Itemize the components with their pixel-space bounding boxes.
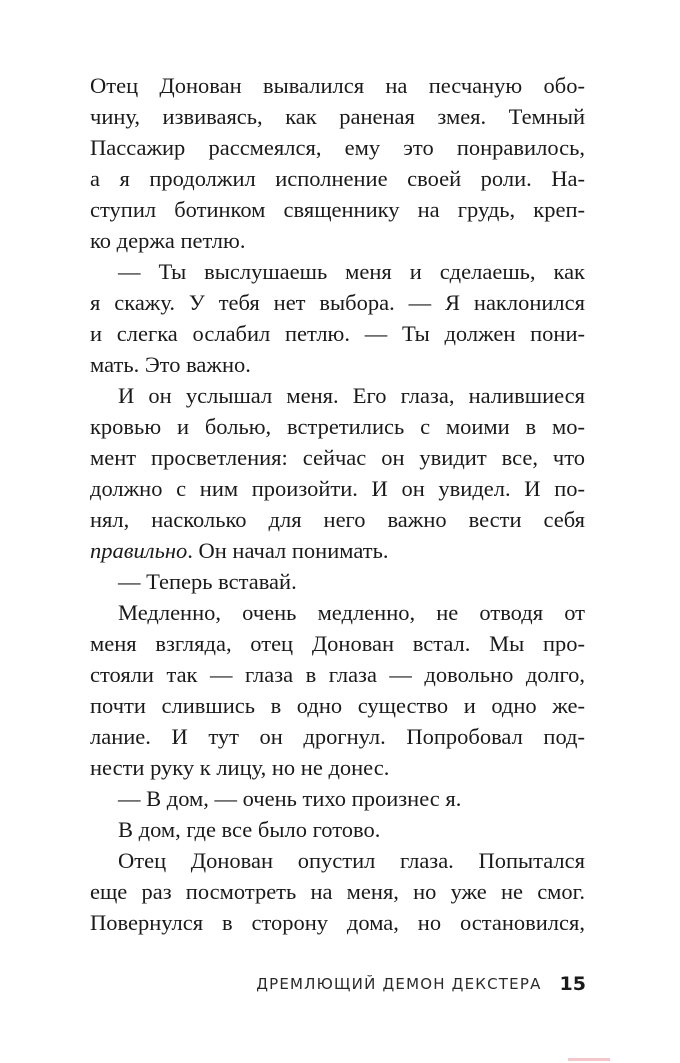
running-title: ДРЕМЛЮЩИЙ ДЕМОН ДЕКСТЕРА — [256, 975, 542, 993]
text-line: — В дом, — очень тихо произнес я. — [118, 786, 462, 811]
text-line: нести руку к лицу, но не донес. — [90, 755, 390, 780]
text-fragment: . Он начал понимать. — [187, 538, 389, 563]
text-line: стояли так — глаза в глаза — довольно долго, — [90, 662, 585, 687]
page-footer — [222, 971, 586, 997]
page-body — [90, 70, 585, 938]
text-line: Пассажир рассмеялся, ему это понравилось, — [90, 135, 585, 160]
text-line: и слегка ослабил петлю. — Ты должен пони- — [90, 321, 585, 346]
text-line: И он услышал меня. Его глаза, налившиеся — [118, 383, 585, 408]
text-line: должно с ним произойти. И он увидел. И по- — [90, 476, 585, 501]
text-line: мать. Это важно. — [90, 352, 251, 377]
text-line-mixed — [90, 535, 585, 566]
text-line: а я продолжил исполнение своей роли. На- — [90, 166, 585, 191]
italic-emphasis: правильно — [90, 538, 188, 563]
text-line: — Ты выслушаешь меня и сделаешь, как — [118, 259, 585, 284]
text-line: меня взгляда, отец Донован встал. Мы про- — [90, 631, 585, 656]
text-line: Отец Донован вывалился на песчаную обо- — [90, 73, 585, 98]
text-line: чину, извиваясь, как раненая змея. Темный — [90, 104, 585, 129]
text-line: Медленно, очень медленно, не отводя от — [118, 600, 585, 625]
text-line: В дом, где все было готово. — [118, 817, 381, 842]
text-line: почти слившись в одно существо и одно же- — [90, 693, 585, 718]
text-line: кровью и болью, встретились с моими в мо- — [90, 414, 585, 439]
text-line: я скажу. У тебя нет выбора. — Я наклонился — [90, 290, 585, 315]
text-line: лание. И тут он дрогнул. Попробовал под- — [90, 724, 585, 749]
text-line: ко держа петлю. — [90, 228, 246, 253]
text-line: мент просветления: сейчас он увидит все, что — [90, 445, 585, 470]
page-number: 15 — [559, 973, 586, 995]
scan-edge-mark — [568, 1058, 610, 1061]
text-line: ступил ботинком священнику на грудь, креп- — [90, 197, 585, 222]
text-line: еще раз посмотреть на меня, но уже не смог. — [90, 879, 585, 904]
text-line: — Теперь вставай. — [118, 569, 297, 594]
text-line: Отец Донован опустил глаза. Попытался — [118, 848, 585, 873]
text-line: нял, насколько для него важно вести себя — [90, 507, 585, 532]
text-line: Повернулся в сторону дома, но остановился, — [90, 910, 585, 935]
